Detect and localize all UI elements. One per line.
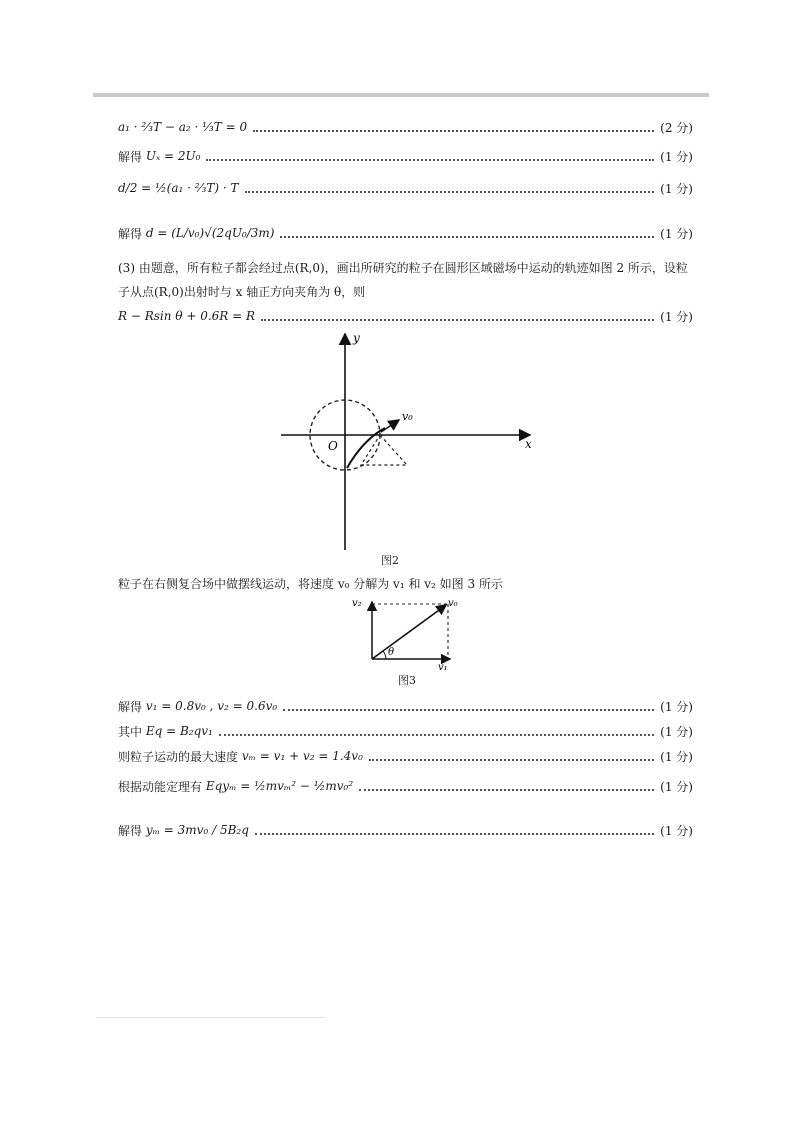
equation: vₘ = v₁ + v₂ = 1.4v₀ [241,749,363,763]
equation: Uₓ = 2U₀ [145,149,201,163]
equation: d = (L/v₀)√(2qU₀/3m) [145,226,275,240]
v0-label: v₀ [448,598,458,609]
equation-line-2 [118,146,693,166]
leader-dots [219,734,654,736]
score: (1 分) [660,309,693,324]
theta-arc [383,651,386,659]
equation: v₁ = 0.8v₀ , v₂ = 0.6v₀ [145,699,278,713]
leader-dots [206,159,654,161]
equation: a₁ · ⅔T − a₂ · ⅓T = 0 [118,120,248,134]
lead-text: 根据动能定理有 [118,779,203,794]
score: (1 分) [660,724,693,739]
leader-dots [280,236,654,238]
v0-label: v₀ [402,410,413,423]
v1-label: v₁ [438,662,448,672]
score: (1 分) [660,779,693,794]
leader-dots [283,709,654,711]
equation-line-8 [118,746,693,766]
equation-line-1 [118,115,693,139]
equation-line-3 [118,176,693,200]
decompose-paragraph: 粒子在右侧复合场中做摆线运动，将速度 v₀ 分解为 v₁ 和 v₂ 如图 3 所示 [118,577,503,591]
lead-text: 解得 [118,226,143,241]
figure-2-caption: 图2 [381,554,399,567]
leader-dots [359,789,654,791]
origin-label: O [328,439,338,453]
lead-text: 其中 [118,724,143,739]
top-rule [93,93,709,97]
equation-line-6 [118,696,693,716]
score: (2 分) [660,120,693,135]
leader-dots [253,130,654,132]
lead-text: 则粒子运动的最大速度 [118,749,239,764]
equation: d/2 = ½(a₁ · ⅔T) · T [118,181,239,195]
figure-3-caption: 图3 [398,674,416,687]
footer-rule [96,1017,326,1018]
equation-line-7 [118,721,693,741]
leader-dots [261,319,654,321]
leader-dots [255,833,654,835]
v2-label: v₂ [352,598,362,609]
lead-text: 解得 [118,699,143,714]
equation-line-4 [118,220,693,246]
lead-text: 解得 [118,149,143,164]
part3-paragraph: (3) 由题意，所有粒子都会经过点(R,0)，画出所研究的粒子在圆形区域磁场中运动的轨迹如图 2 所示，设粒子从点(R,0)出射时与 x 轴正方向夹角为 θ，则 [118,261,688,299]
figure-3-diagram [350,592,470,672]
leader-dots [369,759,654,761]
x-label: x [525,437,532,451]
equation: R − Rsin θ + 0.6R = R [118,309,256,323]
equation-line-5 [118,306,693,326]
equation-line-10 [118,817,693,843]
score: (1 分) [660,699,693,714]
equation-line-9 [118,774,693,798]
score: (1 分) [660,749,693,764]
y-label: y [353,331,360,345]
equation: Eq = B₂qv₁ [145,724,213,738]
theta-label: θ [388,647,395,658]
lead-text: 解得 [118,823,143,838]
velocity-arrow [381,420,399,432]
equation: Eqyₘ = ½mvₘ² − ½mv₀² [205,779,354,793]
v0-arrow [372,605,446,659]
score: (1 分) [660,181,693,196]
figure-2-diagram [275,328,540,556]
score: (1 分) [660,149,693,164]
score: (1 分) [660,823,693,838]
leader-dots [245,191,655,193]
score: (1 分) [660,226,693,241]
equation: yₘ = 3mv₀ / 5B₂q [145,823,249,837]
